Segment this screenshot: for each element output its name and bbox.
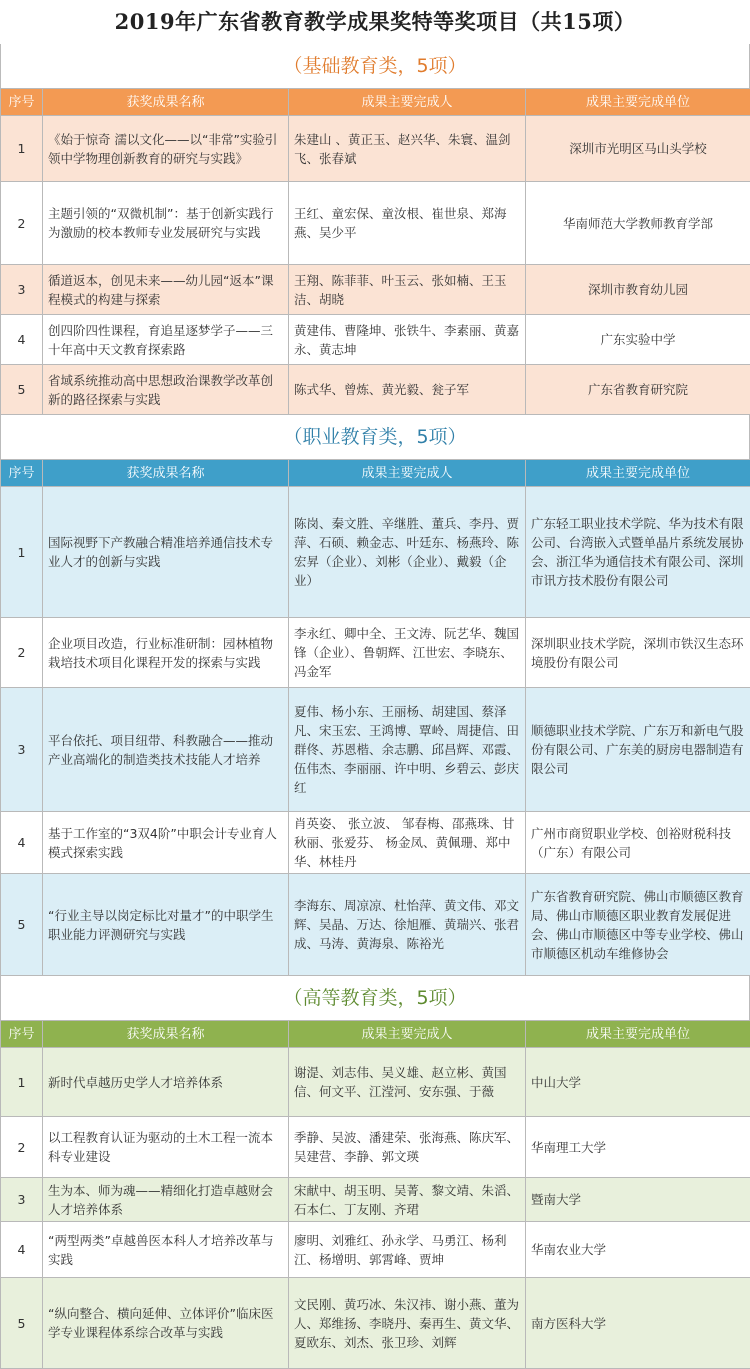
award-people: 文民刚、黄巧冰、朱汉祎、谢小燕、董为人、郑维扬、李晓丹、秦再生、黄文华、夏欧东、刘杰、张卫珍、刘辉 <box>289 1278 526 1369</box>
award-unit: 广州市商贸职业学校、创裕财税科技（广东）有限公司 <box>526 812 750 874</box>
header-name: 获奖成果名称 <box>43 460 289 487</box>
award-name: 基于工作室的“3双4阶”中职会计专业育人模式探索实践 <box>43 812 289 874</box>
header-unit: 成果主要完成单位 <box>526 1021 750 1048</box>
award-people: 朱建山 、黄正玉、赵兴华、朱寰、温剑飞、张春斌 <box>289 116 526 182</box>
award-unit: 广东省教育研究院、佛山市顺德区教育局、佛山市顺德区职业教育发展促进会、佛山市顺德区中等专业学校、佛山市顺德区机动车维修协会 <box>526 874 750 976</box>
award-people: 肖英姿、 张立波、 邹春梅、邵燕珠、甘秋丽、张爱芬、 杨金凤、黄佩珊、郑中华、林桂丹 <box>289 812 526 874</box>
award-name: 平台依托、项目纽带、科教融合——推动产业高端化的制造类技术技能人才培养 <box>43 688 289 812</box>
award-name: 主题引领的“双微机制”：基于创新实践行为激励的校本教师专业发展研究与实践 <box>43 182 289 265</box>
award-people: 陈岗、秦文胜、辛继胜、董兵、李丹、贾萍、石硕、赖金志、叶廷东、杨燕玲、陈宏昇（企业）、刘彬（企业）、戴毅（企业） <box>289 487 526 618</box>
awards-table <box>0 459 750 976</box>
award-unit: 顺德职业技术学院、广东万和新电气股份有限公司、广东美的厨房电器制造有限公司 <box>526 688 750 812</box>
row-number: 1 <box>1 116 43 182</box>
table-row <box>1 116 750 182</box>
table-row <box>1 874 750 976</box>
award-unit: 深圳职业技术学院，深圳市铁汉生态环境股份有限公司 <box>526 618 750 688</box>
award-unit: 深圳市教育幼儿园 <box>526 265 750 315</box>
award-name: 省域系统推动高中思想政治课教学改革创新的路径探索与实践 <box>43 365 289 415</box>
section-title: （高等教育类，5项） <box>0 976 750 1020</box>
header-unit: 成果主要完成单位 <box>526 89 750 116</box>
header-unit: 成果主要完成单位 <box>526 460 750 487</box>
row-number: 3 <box>1 1178 43 1222</box>
table-row <box>1 688 750 812</box>
award-name: 循道返本，创见未来——幼儿园“返本”课程模式的构建与探索 <box>43 265 289 315</box>
sections-container <box>0 44 750 1369</box>
table-header-row <box>1 89 750 116</box>
awards-table <box>0 88 750 415</box>
table-row <box>1 1222 750 1278</box>
award-name: 创四阶四性课程，育追星逐梦学子——三十年高中天文教育探索路 <box>43 315 289 365</box>
table-row <box>1 315 750 365</box>
header-no: 序号 <box>1 460 43 487</box>
document-title: 2019年广东省教育教学成果奖特等奖项目（共15项） <box>0 0 750 44</box>
award-people: 季静、吴波、潘建荣、张海燕、陈庆军、吴建营、李静、郭文瑛 <box>289 1117 526 1178</box>
award-people: 陈式华、曾炼、黄光毅、瓮子军 <box>289 365 526 415</box>
row-number: 2 <box>1 618 43 688</box>
table-row <box>1 365 750 415</box>
header-people: 成果主要完成人 <box>289 1021 526 1048</box>
award-unit: 中山大学 <box>526 1048 750 1117</box>
table-header-row <box>1 460 750 487</box>
table-row <box>1 265 750 315</box>
award-people: 李海东、周凉凉、杜怡萍、黄文伟、邓文辉、吴晶、万达、徐旭雁、黄瑞兴、张君成、马涛、黄海泉、陈裕光 <box>289 874 526 976</box>
award-name: 《始于惊奇 濡以文化——以“非常”实验引领中学物理创新教育的研究与实践》 <box>43 116 289 182</box>
award-name: “行业主导以岗定标比对量才”的中职学生职业能力评测研究与实践 <box>43 874 289 976</box>
row-number: 5 <box>1 874 43 976</box>
award-name: “纵向整合、横向延伸、立体评价”临床医学专业课程体系综合改革与实践 <box>43 1278 289 1369</box>
table-row <box>1 182 750 265</box>
row-number: 2 <box>1 1117 43 1178</box>
award-name: 新时代卓越历史学人才培养体系 <box>43 1048 289 1117</box>
header-name: 获奖成果名称 <box>43 1021 289 1048</box>
header-people: 成果主要完成人 <box>289 89 526 116</box>
row-number: 1 <box>1 487 43 618</box>
header-no: 序号 <box>1 1021 43 1048</box>
section-title: （基础教育类，5项） <box>0 44 750 88</box>
award-name: 企业项目改造，行业标准研制：园林植物栽培技术项目化课程开发的探索与实践 <box>43 618 289 688</box>
row-number: 4 <box>1 812 43 874</box>
row-number: 2 <box>1 182 43 265</box>
award-people: 李永红、卿中全、王文涛、阮艺华、魏国锋（企业）、鲁朝辉、江世宏、李晓东、冯金军 <box>289 618 526 688</box>
table-row <box>1 812 750 874</box>
award-unit: 广东实验中学 <box>526 315 750 365</box>
award-unit: 广东轻工职业技术学院、华为技术有限公司、台湾嵌入式暨单晶片系统发展协会、浙江华为通信技术有限公司、深圳市讯方技术股份有限公司 <box>526 487 750 618</box>
row-number: 3 <box>1 265 43 315</box>
award-people: 宋献中、胡玉明、吴菁、黎文靖、朱滔、石本仁、丁友刚、齐珺 <box>289 1178 526 1222</box>
award-people: 王红、童宏保、童汝根、崔世泉、郑海燕、吴少平 <box>289 182 526 265</box>
table-row <box>1 1048 750 1117</box>
row-number: 4 <box>1 1222 43 1278</box>
award-unit: 华南理工大学 <box>526 1117 750 1178</box>
header-no: 序号 <box>1 89 43 116</box>
award-people: 王翔、陈菲菲、叶玉云、张如楠、王玉洁、胡晓 <box>289 265 526 315</box>
table-row <box>1 618 750 688</box>
header-name: 获奖成果名称 <box>43 89 289 116</box>
award-people: 廖明、刘雅红、孙永学、马勇江、杨利江、杨增明、郭霄峰、贾坤 <box>289 1222 526 1278</box>
award-unit: 深圳市光明区马山头学校 <box>526 116 750 182</box>
award-unit: 南方医科大学 <box>526 1278 750 1369</box>
award-name: 国际视野下产教融合精准培养通信技术专业人才的创新与实践 <box>43 487 289 618</box>
award-unit: 暨南大学 <box>526 1178 750 1222</box>
table-header-row <box>1 1021 750 1048</box>
table-row <box>1 1278 750 1369</box>
award-unit: 华南农业大学 <box>526 1222 750 1278</box>
award-people: 夏伟、杨小东、王丽杨、胡建国、蔡泽凡、宋玉宏、王鸿博、覃岭、周捷信、田群佟、苏恩楷、余志鹏、邱昌辉、邓霞、伍伟杰、李丽丽、许中明、乡碧云、彭庆红 <box>289 688 526 812</box>
table-row <box>1 1117 750 1178</box>
table-row <box>1 487 750 618</box>
award-people: 谢湜、刘志伟、吴义雄、赵立彬、黄国信、何文平、江滢河、安东强、于薇 <box>289 1048 526 1117</box>
award-unit: 广东省教育研究院 <box>526 365 750 415</box>
award-unit: 华南师范大学教师教育学部 <box>526 182 750 265</box>
row-number: 1 <box>1 1048 43 1117</box>
award-name: “两型两类”卓越兽医本科人才培养改革与实践 <box>43 1222 289 1278</box>
awards-table <box>0 1020 750 1369</box>
table-row <box>1 1178 750 1222</box>
row-number: 3 <box>1 688 43 812</box>
row-number: 5 <box>1 365 43 415</box>
row-number: 5 <box>1 1278 43 1369</box>
section-title: （职业教育类，5项） <box>0 415 750 459</box>
header-people: 成果主要完成人 <box>289 460 526 487</box>
award-name: 生为本、师为魂——精细化打造卓越财会人才培养体系 <box>43 1178 289 1222</box>
award-name: 以工程教育认证为驱动的土木工程一流本科专业建设 <box>43 1117 289 1178</box>
row-number: 4 <box>1 315 43 365</box>
award-people: 黄建伟、曹隆坤、张铁牛、李素丽、黄嘉永、黄志坤 <box>289 315 526 365</box>
